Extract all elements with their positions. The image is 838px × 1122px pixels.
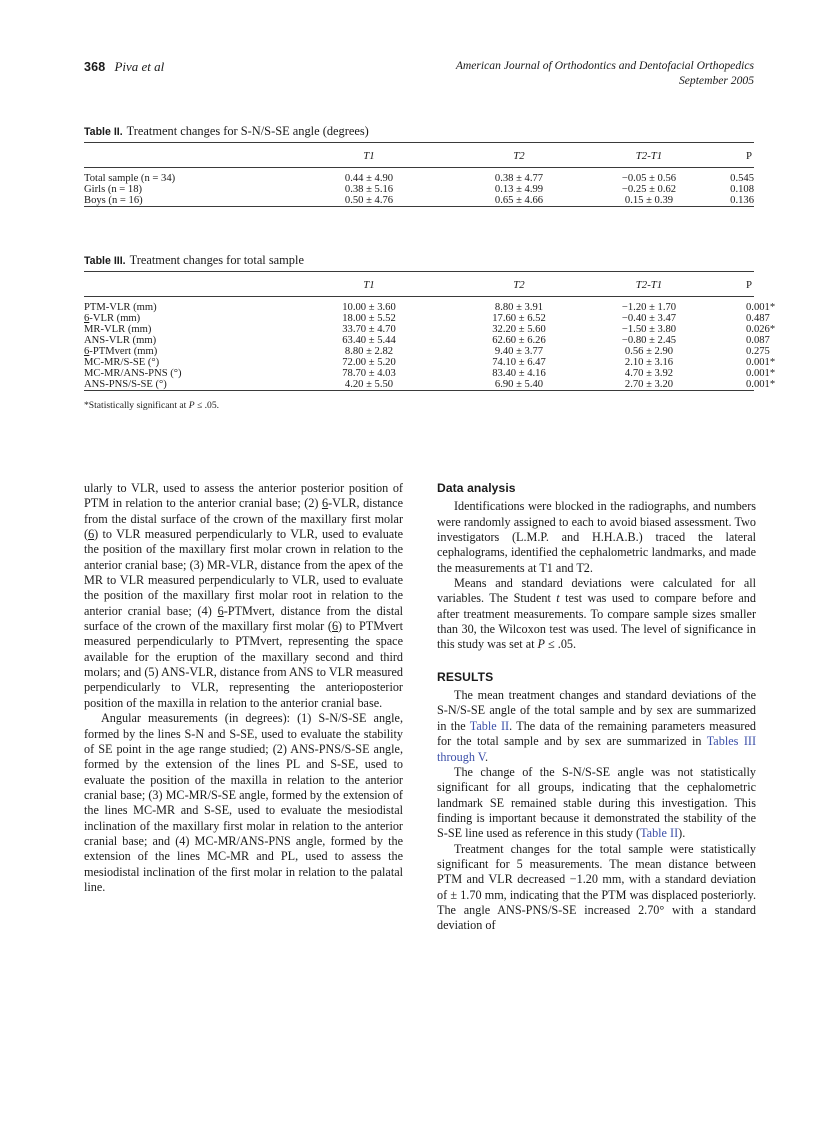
table-2-body (84, 173, 754, 207)
cell-p-value: 0.136 (730, 195, 754, 206)
paragraph-means: Means and standard deviations were calculated for all variables. The Student t test was used to compare before and after treatment measurements. To compare sample sizes smaller than 30, the Wilcoxon test was used. The level of significance in this study was set at P ≤ .05. (437, 576, 756, 652)
row-label: Total sample (n = 34) (84, 173, 176, 184)
cell-diff: 0.15 ± 0.39 (624, 195, 674, 206)
table-3-bottom-rule (84, 391, 754, 395)
cell-p-value: 0.026* (746, 324, 776, 335)
row-label: MR-VLR (mm) (84, 324, 152, 335)
cell-diff: 2.10 ± 3.16 (624, 357, 674, 368)
issue-date: September 2005 (678, 74, 754, 87)
cell-p-value: 0.001* (746, 368, 776, 379)
table-2-caption (84, 124, 754, 139)
cell-p-value: 0.001* (746, 379, 776, 390)
table-2-col-4: P (745, 150, 752, 162)
cell-p-value: 0.087 (746, 335, 770, 346)
cell-t2: 6.90 ± 5.40 (494, 379, 544, 390)
cell-diff: −0.80 ± 2.45 (621, 335, 677, 346)
table-3-column-headers (84, 276, 754, 297)
table-3-label: Table III. (84, 255, 126, 267)
table-3-col-2: T2 (513, 279, 525, 291)
cell-t2: 83.40 ± 4.16 (492, 368, 546, 379)
row-label: PTM-VLR (mm) (84, 302, 157, 313)
cell-t2: 0.38 ± 4.77 (494, 173, 544, 184)
table-2-head (84, 143, 754, 174)
table-row (84, 195, 754, 207)
table-2-col-2: T2 (513, 150, 525, 162)
table-3-col-1: T1 (363, 279, 375, 291)
cell-diff: 0.56 ± 2.90 (624, 346, 674, 357)
cell-t1: 18.00 ± 5.52 (342, 313, 396, 324)
cell-t1: 78.70 ± 4.03 (342, 368, 396, 379)
row-label: MC-MR/ANS-PNS (°) (84, 368, 182, 379)
cell-t1: 8.80 ± 2.82 (344, 346, 394, 357)
table-3-block (84, 253, 776, 411)
running-head-right (456, 58, 754, 88)
cell-t2: 62.60 ± 6.26 (492, 335, 546, 346)
paragraph-identifications: Identifications were blocked in the radiographs, and numbers were randomly assigned to each to avoid biased assessment. Two investigators (L.M.P. and H.H.A.B.) traced the lateral cephalograms, identified the cephalometric landmarks, and made the measurements at T1 and T2. (437, 499, 756, 575)
cell-diff: −1.50 ± 3.80 (621, 324, 677, 335)
table-3-title: Treatment changes for total sample (129, 253, 304, 267)
right-text-column (437, 481, 756, 934)
table-3-col-4: P (746, 279, 753, 291)
cell-t2: 9.40 ± 3.77 (494, 346, 544, 357)
cell-diff: −1.20 ± 1.70 (621, 302, 677, 313)
link-tables-3-through-5[interactable]: Tables III through V (437, 734, 756, 764)
table-2-bottom-rule (84, 207, 754, 211)
paragraph-results-1: The mean treatment changes and standard deviations of the S-N/S-SE angle of the total sample and by sex are summarized in the Table II. The data of the remaining parameters measured for the total sample and by sex are summarized in Tables III through V. (437, 688, 756, 764)
table-2-title: Treatment changes for S-N/S-SE angle (degrees) (126, 124, 369, 138)
running-head-authors: Piva et al (114, 59, 165, 74)
table-3-foot (84, 391, 754, 395)
cell-t2: 0.65 ± 4.66 (494, 195, 544, 206)
cell-t2: 32.20 ± 5.60 (492, 324, 546, 335)
journal-title: American Journal of Orthodontics and Dentofacial Orthopedics (455, 59, 754, 72)
link-table-2b[interactable]: Table II (640, 826, 679, 841)
table-3-col-0 (84, 276, 294, 297)
cell-t1: 33.70 ± 4.70 (342, 324, 396, 335)
link-table-2[interactable]: Table II (469, 718, 510, 733)
cell-diff: 2.70 ± 3.20 (624, 379, 674, 390)
cell-p-value: 0.545 (730, 173, 754, 184)
table-row (84, 324, 754, 335)
paragraph-results-3: Treatment changes for the total sample were statistically significant for 5 measurements. The mean distance between PTM and VLR decreased −1.20 mm, with a standard deviation of ± 1.70 mm, indicating that the PTM was displaced posteriorly. The angle ANS-PNS/S-SE increased 2.70° with a standard deviation of (437, 841, 756, 933)
cell-diff: −0.40 ± 3.47 (621, 313, 677, 324)
cell-p-value: 0.108 (730, 184, 754, 195)
cell-t2: 0.13 ± 4.99 (494, 184, 544, 195)
cell-p-value: 0.001* (746, 357, 776, 368)
table-2-label: Table II. (84, 126, 123, 138)
table-2-block (84, 124, 754, 210)
table-3-footnote: *Statistically significant at P ≤ .05. (84, 400, 220, 411)
cell-t1: 0.38 ± 5.16 (344, 184, 394, 195)
heading-data-analysis: Data analysis (437, 481, 516, 495)
table-2-col-3: T2-T1 (635, 150, 663, 162)
table-row (84, 173, 754, 184)
row-label: ANS-PNS/S-SE (°) (84, 379, 167, 390)
paragraph-results-2: The change of the S-N/S-SE angle was not statistically significant for all groups, indicating that the cephalometric landmark SE remained stable during this investigation. This finding is important because it demonstrated the stability of the S-SE line used as reference in this study (Table II). (437, 764, 756, 841)
cell-t1: 0.50 ± 4.76 (344, 195, 394, 206)
table-2-col-0 (84, 147, 294, 168)
cell-p-value: 0.487 (746, 313, 770, 324)
table-3-body (84, 302, 776, 391)
cell-t1: 63.40 ± 5.44 (342, 335, 396, 346)
table-2-column-headers (84, 147, 754, 168)
table-3-col-3: T2-T1 (635, 279, 663, 291)
left-text-column (84, 481, 403, 895)
cell-t1: 10.00 ± 3.60 (342, 302, 396, 313)
cell-t2: 8.80 ± 3.91 (494, 302, 544, 313)
row-label: 6-VLR (mm) (84, 313, 141, 324)
running-head (84, 58, 754, 92)
table-2 (84, 142, 754, 210)
para-angular: Angular measurements (in degrees): (1) S-N/S-SE angle, formed by the lines S-N and S-SE, used to evaluate the stability of SE point in the age range studied; (2) ANS-PNS/S-SE angle, formed by the extension of the lines PL and S-SE, used to evaluate the position of the maxilla in relation to the anterior cranial base; (3) MC-MR/S-SE angle, formed by the extension of the lines MC-MR and S-SE, used to evaluate the mesiodistal inclination of the maxillary first molar in relation to the anterior cranial base; and (4) MC-MR/ANS-PNS angle, formed by the extension of the lines MC-MR and PL, used to assess the mesiodistal inclination of the first molar in relation to the palatal line. (84, 711, 403, 894)
cell-diff: −0.25 ± 0.62 (621, 184, 677, 195)
table-row (84, 302, 754, 313)
table-3 (84, 271, 776, 394)
table-2-col-1: T1 (363, 150, 375, 162)
table-row (84, 368, 754, 379)
table-row (84, 184, 754, 195)
row-label: ANS-VLR (mm) (84, 335, 157, 346)
para-continued: ularly to VLR, used to assess the anterior posterior position of PTM in relation to the anterior cranial base; (2) 6-VLR, distance from the distal surface of the crown of the maxillary first molar (6) to VLR measured perpendicularly to VLR, used to evaluate the position of the maxillary first molar crown in relation to the anterior cranial base; (3) MR-VLR, distance from the apex of the MR to VLR measured perpendicularly to VLR, used to evaluate the position of the maxillary first molar root in relation to the anterior cranial base; (4) 6-PTMvert, distance from the distal surface of the crown of the maxillary first molar (6) to PTMvert measured perpendicularly to PTMvert, representing the space available for the eruption of the maxillary second and third molars; and (5) ANS-VLR, distance from ANS to VLR measured perpendicularly to VLR, representing the anterioposterior position of the maxilla in relation to the anterior cranial base. (84, 481, 403, 710)
row-label: Girls (n = 18) (84, 184, 143, 195)
table-row (84, 335, 754, 346)
table-row (84, 313, 754, 324)
table-row (84, 357, 754, 368)
table-2-foot (84, 207, 754, 211)
cell-p-value: 0.001* (746, 302, 776, 313)
page-number: 368 (84, 60, 106, 74)
cell-t1: 72.00 ± 5.20 (342, 357, 396, 368)
cell-t2: 17.60 ± 6.52 (492, 313, 546, 324)
row-label: 6-PTMvert (mm) (84, 346, 158, 357)
table-row (84, 379, 754, 391)
cell-diff: −0.05 ± 0.56 (621, 173, 677, 184)
cell-t1: 4.20 ± 5.50 (344, 379, 394, 390)
cell-t2: 74.10 ± 6.47 (492, 357, 546, 368)
table-3-caption (84, 253, 754, 268)
table-3-head (84, 272, 754, 303)
running-head-left (84, 58, 164, 76)
row-label: Boys (n = 16) (84, 195, 143, 206)
cell-p-value: 0.275 (746, 346, 770, 357)
heading-results: RESULTS (437, 669, 494, 684)
cell-t1: 0.44 ± 4.90 (344, 173, 394, 184)
cell-diff: 4.70 ± 3.92 (624, 368, 674, 379)
row-label: MC-MR/S-SE (°) (84, 357, 160, 368)
table-row (84, 346, 754, 357)
